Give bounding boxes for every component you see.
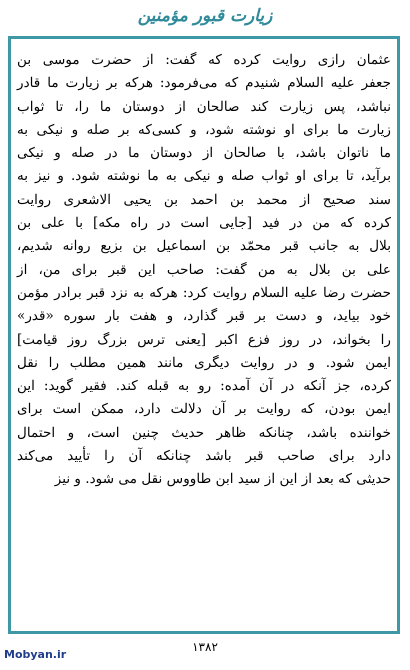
text-line: حضرت رضا علیه السلام روایت کرد: هرکه به نزد قبر برادر مؤمن [17, 284, 391, 301]
text-line: خواننده باشد، چنانکه ظاهر حدیث چنین است، و احتمال [17, 424, 391, 441]
body-text [17, 49, 391, 492]
text-frame [8, 36, 400, 634]
text-line: بلال به جانب قبر محمّد بن اسماعیل بن بزیع روانه شدیم، [17, 238, 391, 255]
text-line: برآید، تا برای او ثواب صله و نیکی به ما نوشته شود. و نیز به [17, 168, 391, 185]
text-line: سند صحیح از محمد بن احمد بن یحیی الاشعری روایت [17, 191, 391, 208]
text-line: جعفر علیه السلام شنیدم که می‌فرمود: هرکه بر زیارت ما قادر [17, 75, 391, 92]
text-line: خود بیاید، و دست بر قبر گذارد، و هفت بار سوره «قدر» [17, 308, 391, 325]
page-number: ۱۳۸۲ [192, 640, 218, 654]
site-watermark: Mobyan.ir [4, 648, 67, 661]
text-line: ایمن شود. و در روایت دیگری مانند همین مطلب را نقل [17, 354, 391, 371]
text-line: زیارت ما برای او نوشته شود، و کسی‌که بر صله و نیکی به [17, 121, 391, 138]
text-line: دارد برای صاحب قبر باشد چنانکه آن را تأیید می‌کند [17, 448, 391, 465]
text-line: نباشد، پس زیارت کند صالحان از دوستان ما را، تا ثواب [17, 98, 391, 115]
text-line: علی بن بلال به من گفت: صاحب این قبر برای من، از [17, 261, 391, 278]
text-line: حدیثی که بعد از این از سید ابن طاووس نقل می شود. و نیز [54, 471, 391, 488]
text-line: کرده، جز آنکه در آن آمده: رو به قبله کند. فقیر گوید: این [17, 378, 391, 395]
text-line: ما ناتوان باشد، با صالحان از دوستان ما در صله و نیکی [17, 145, 391, 162]
text-line: کرده که من در فید [جایی است در راه مکه] با علی بن [17, 215, 391, 232]
text-line: را بخواند، در روز فزع اکبر [یعنی ترس بزرگ روز قیامت] [17, 331, 391, 348]
text-line: عثمان رازی روایت کرده که گفت: از حضرت موسی بن [17, 52, 391, 68]
text-line: ایمن بودن، که روایت بر آن دلالت دارد، ممکن است برای [17, 401, 391, 418]
page-title: زیارت قبور مؤمنین [137, 6, 273, 26]
